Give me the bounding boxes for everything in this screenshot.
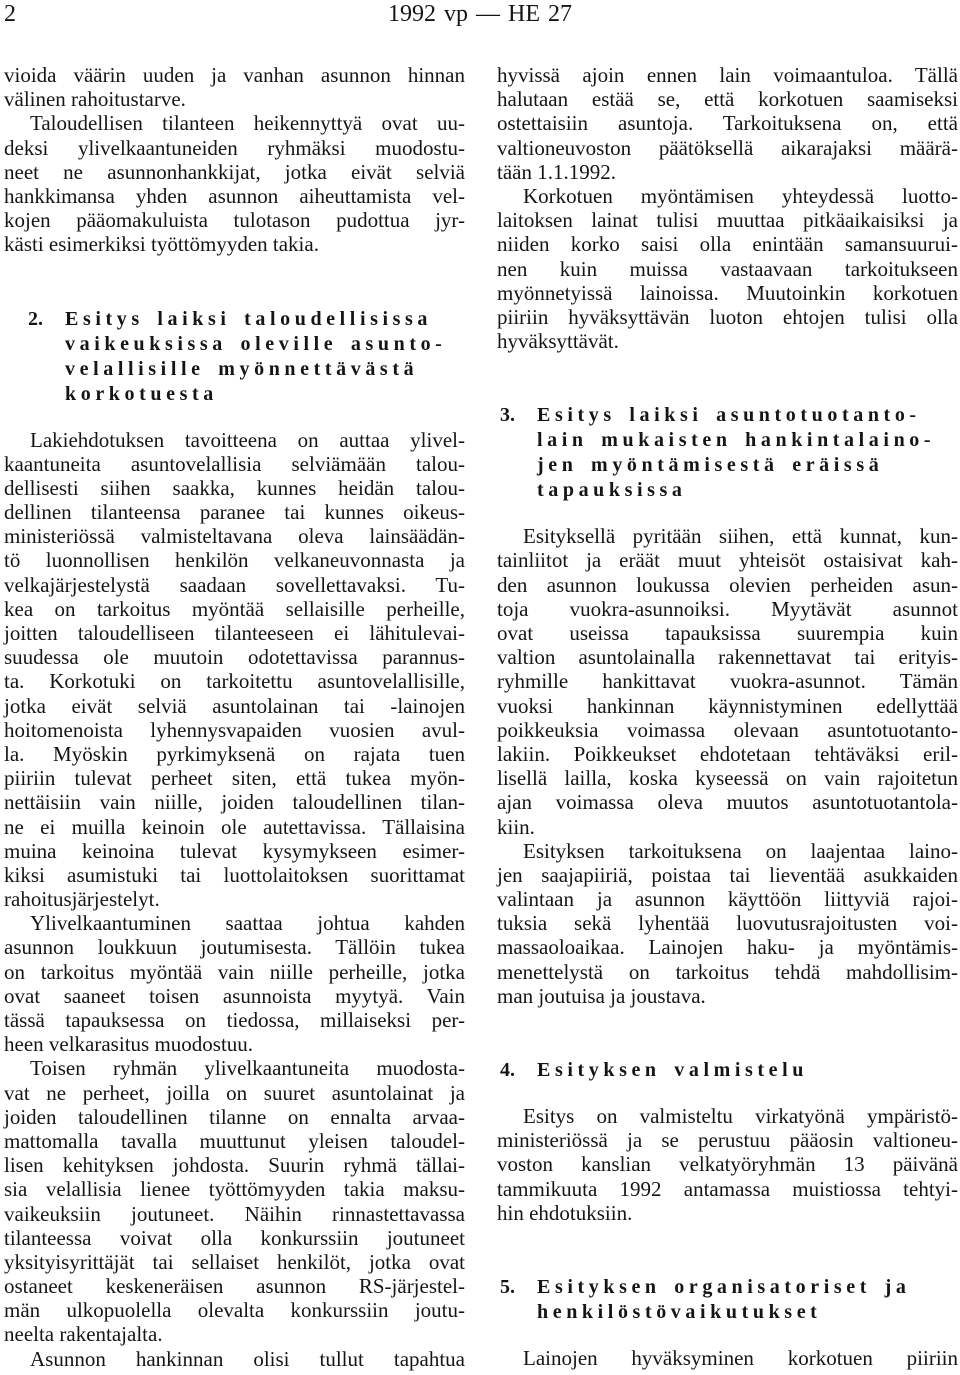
- text-line: lisellä lailla, koska kyseessä on vain rajoitetun: [497, 766, 958, 791]
- heading-line: henkilöstövaikutukset: [537, 1300, 822, 1323]
- text-line: valintaan ja asunnon käyttöön liittyviä rajoi-: [497, 887, 958, 912]
- text-line: tään 1.1.1992.: [497, 159, 616, 184]
- text-line: ostettaisiin asuntoja. Tarkoituksena on, että: [497, 111, 958, 136]
- text-line: voston kanslian velkatyöryhmän 13 päivänä: [497, 1152, 958, 1177]
- text-line: välinen rahoitustarve.: [4, 87, 186, 112]
- text-line: män ulkopuolella olevalta konkurssiin joutu-: [4, 1298, 465, 1323]
- text-line: yksityisyrittäjät tai sellaiset henkilöt, jotka ovat: [4, 1249, 465, 1274]
- section-number: 4.: [500, 1059, 515, 1081]
- section-heading: [497, 403, 958, 503]
- text-line: Esityksellä pyritään siihen, että kunnat, kun-: [523, 524, 958, 549]
- text-line: suudessa ole muutoin odotettavissa parannus-: [4, 645, 465, 670]
- text-line: Ylivelkaantuminen saattaa johtua kahden: [30, 911, 465, 936]
- text-line: neet ne asunnonhankkijat, jotka eivät selviä: [4, 159, 465, 184]
- heading-line: Esitys laiksi asuntotuotanto-: [537, 404, 921, 427]
- heading-line: jen myöntämisestä eräissä: [537, 454, 884, 477]
- text-line: toja vuokra-asunnoiksi. Myytävät asunnot: [497, 596, 958, 621]
- heading-line: vaikeuksissa oleville asunto-: [65, 332, 447, 355]
- text-line: jen saajapiiriä, poistaa tai lieventää asukkaiden: [497, 862, 958, 887]
- text-line: Toisen ryhmän ylivelkaantuneita muodosta-: [30, 1056, 465, 1081]
- paragraph: [497, 839, 958, 1008]
- paragraph: [497, 63, 958, 184]
- text-line: vioida väärin uuden ja vanhan asunnon hinnan: [4, 63, 465, 87]
- text-line: tö luonnollisen henkilön velkaneuvonnasta ja: [4, 548, 465, 573]
- text-line: velkajärjestelystä saadaan sovellettavaksi. Tu-: [4, 572, 465, 597]
- text-line: vat ne perheet, joilla on suuret asuntolainat ja: [4, 1080, 465, 1105]
- paragraph: [4, 63, 465, 111]
- text-line: la. Myöskin pyrkimyksenä on rajata tuen: [4, 741, 465, 766]
- text-line: kaantuneita asuntovelallisia selviämään talou-: [4, 451, 465, 476]
- text-line: ministeriössä ja se perustuu pääosin valtioneu-: [497, 1128, 958, 1153]
- text-line: ajan voimassa oleva muutos asuntotuotantola-: [497, 790, 958, 815]
- text-line: kea on tarkoitus myöntää sellaisille perheille,: [4, 596, 465, 621]
- section-heading: [497, 1275, 958, 1325]
- text-line: ovat saaneet toisen asunnoista myytyä. Vain: [4, 983, 465, 1008]
- text-line: Korkotuen myöntämisen yhteydessä luotto-: [523, 183, 958, 208]
- text-line: laitoksen lainat tulisi muuttaa pitkäaikaisiksi ja: [497, 208, 958, 233]
- text-line: tainliitot ja eräät muut yhteisöt ostaisivat kah-: [497, 548, 958, 573]
- text-line: piiriin hyväksyttävän luoton ehtojen tulisi olla: [497, 304, 958, 329]
- right-column: [497, 63, 958, 1370]
- text-line: Esityksen tarkoituksena on laajentaa laino-: [523, 838, 958, 863]
- heading-line: tapauksissa: [537, 479, 687, 502]
- text-line: myönnetyissä lainoissa. Muutoinkin korkotuen: [497, 280, 958, 305]
- paragraph: [497, 1346, 958, 1370]
- text-line: kiksi asumistuki tai luottolaitoksen suorittamat: [4, 862, 465, 887]
- running-title: 1992 vp — HE 27: [388, 1, 572, 27]
- left-column: [4, 63, 465, 1371]
- paragraph: [497, 524, 958, 838]
- text-line: halutaan estää se, että korkotuen saamiseksi: [497, 87, 958, 112]
- text-line: nettäisiin vain niille, joiden taloudellinen tilan-: [4, 790, 465, 815]
- text-line: deksi ylivelkaantuneiden ryhmäksi muodostu-: [4, 135, 465, 160]
- text-line: Esitys on valmisteltu virkatyönä ympäristö-: [523, 1104, 958, 1128]
- text-line: hoitomenoista lyhennysvapaiden vuosien avul-: [4, 717, 465, 742]
- section-number: 5.: [500, 1275, 515, 1298]
- text-line: rahoitusjärjestelyt.: [4, 887, 160, 912]
- text-line: jotka eivät selviä asuntolainan tai -lainojen: [4, 693, 465, 718]
- text-line: tuksia sekä lyhentää luovutusrajoitusten voi-: [497, 911, 958, 936]
- section-heading: [497, 1058, 958, 1083]
- paragraph: [4, 911, 465, 1056]
- text-line: ovat useissa tapauksissa suurempia kuin: [497, 621, 958, 645]
- text-line: niiden korko saisi olla enintään samansuurui-: [497, 232, 958, 257]
- section-heading: [4, 307, 465, 407]
- text-line: Lakiehdotuksen tavoitteena on auttaa ylivel-: [30, 427, 465, 452]
- text-line: joitten taloudelliseen tilanteeseen ei lähitulevai-: [4, 621, 465, 645]
- text-line: massaoloaikaa. Lainojen haku- ja myöntämis-: [497, 935, 958, 960]
- paragraph: [497, 184, 958, 353]
- section-number: 3.: [500, 404, 515, 427]
- text-line: tilanteessa voivat olla konkurssiin joutuneet: [4, 1225, 465, 1250]
- text-line: piiriin tulevat perheet siten, että tukea myön-: [4, 766, 465, 791]
- heading-line: lain mukaisten hankintalaino-: [537, 429, 936, 452]
- text-line: hyvissä ajoin ennen lain voimaantuloa. Tällä: [497, 63, 958, 87]
- text-line: man joutuisa ja joustava.: [497, 983, 706, 1008]
- text-line: tammikuuta 1992 antamassa muistiossa tehtyi-: [497, 1176, 958, 1201]
- text-line: on tarkoitus myöntää vain niille perheille, jotka: [4, 959, 465, 984]
- text-line: neelta rakentajalta.: [4, 1322, 163, 1347]
- text-line: Asunnon hankinnan olisi tullut tapahtua: [30, 1346, 465, 1371]
- text-line: Taloudellisen tilanteen heikennyttyä ovat uu-: [30, 111, 465, 136]
- paragraph: [497, 1104, 958, 1225]
- text-line: hin ehdotuksiin.: [497, 1200, 633, 1225]
- text-line: kojen pääomakuluista tulotason pudottua jyr-: [4, 208, 465, 233]
- heading-line: Esityksen valmistelu: [537, 1059, 809, 1081]
- paragraph: [4, 428, 465, 912]
- heading-line: Esitys laiksi taloudellisissa: [65, 307, 433, 330]
- text-line: dellisesti siihen saakka, kunnes heidän talou-: [4, 475, 465, 500]
- text-line: mattomalla tavalla muuttunut yleisen taloudel-: [4, 1128, 465, 1153]
- text-line: kästi esimerkiksi työttömyyden takia.: [4, 232, 319, 257]
- text-line: vuoksi hankinnan käynnistyminen edellyttää: [497, 693, 958, 718]
- text-line: den asunnon loukussa olevien perheiden asun-: [497, 572, 958, 597]
- text-line: asunnon loukkuun joutumisesta. Tällöin tukea: [4, 935, 465, 960]
- heading-line: korkotuesta: [65, 382, 218, 405]
- text-line: tässä tapauksessa on tiedossa, millaiseksi per-: [4, 1008, 465, 1032]
- text-line: hyväksyttävät.: [497, 329, 619, 354]
- section-number: 2.: [28, 307, 43, 330]
- text-line: dellinen tilanteensa paranee tai kunnes oikeus-: [4, 500, 465, 525]
- text-line: nen kuin muissa vastaavaan tarkoitukseen: [497, 256, 958, 281]
- heading-line: velallisille myönnettävästä: [65, 357, 419, 380]
- text-line: hankkimansa yhden asunnon aiheuttamista vel-: [4, 183, 465, 208]
- text-line: lakiin. Poikkeukset ehdotetaan tehtäväksi eril-: [497, 741, 958, 766]
- text-line: ostaneet keskeneräisen asunnon RS-järjestel-: [4, 1274, 465, 1299]
- text-line: heen velkarasitus muodostuu.: [4, 1032, 254, 1057]
- text-line: ministeriössä valmisteltavana oleva lainsäädän-: [4, 524, 465, 549]
- text-line: poikkeuksia voimassa olevaan asuntotuotanto-: [497, 717, 958, 742]
- text-line: ryhmille hankittavat vuokra-asunnot. Tämän: [497, 669, 958, 694]
- text-line: Lainojen hyväksyminen korkotuen piiriin: [523, 1345, 958, 1370]
- paragraph: [4, 1347, 465, 1371]
- text-line: sia velallisia lienee työttömyyden takia maksu-: [4, 1177, 465, 1202]
- text-line: joiden taloudellinen tilanne on ennalta arvaa-: [4, 1104, 465, 1129]
- paragraph: [4, 111, 465, 256]
- paragraph: [4, 1056, 465, 1346]
- text-line: muina keinoina tulevat kysymykseen esimer-: [4, 838, 465, 863]
- text-line: lisen kehityksen johdosta. Suurin ryhmä tällai-: [4, 1153, 465, 1178]
- page-number: 2: [4, 1, 16, 27]
- text-line: ta. Korkotuki on tarkoitettu asuntovelallisille,: [4, 669, 465, 694]
- text-line: valtioneuvoston päätöksellä aikarajaksi määrä-: [497, 135, 958, 160]
- text-line: ne ei muilla keinoin ole autettavissa. Tällaisina: [4, 814, 465, 839]
- heading-line: Esityksen organisatoriset ja: [537, 1275, 911, 1298]
- text-line: menettelystä on tarkoitus tehdä mahdollisim-: [497, 959, 958, 984]
- text-line: vaikeuksiin joutuneet. Näihin rinnastettavassa: [4, 1201, 465, 1226]
- text-line: kiin.: [497, 814, 535, 839]
- text-line: valtion asuntolainalla rakennettavat tai erityis-: [497, 645, 958, 670]
